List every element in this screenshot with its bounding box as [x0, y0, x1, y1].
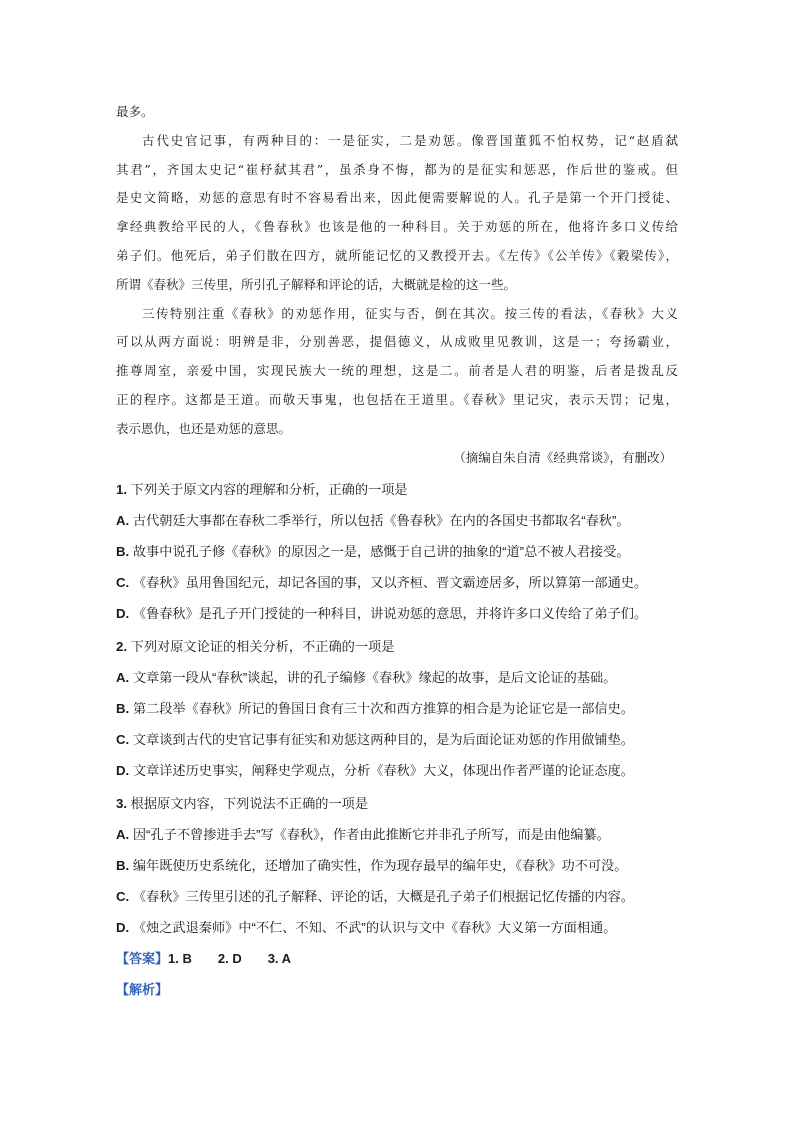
question-3	[116, 788, 678, 943]
passage-line: 推尊周室，亲爱中国，实现民族大一统的理想，这是二。前者是人君的明鉴，后者是拨乱反	[116, 363, 678, 379]
option-text: 故事中说孔子修《春秋》的原因之一是，感慨于自己讲的抽象的“道”总不被人君接受。	[132, 544, 630, 560]
option-text: 《烛之武退秦师》中“不仁、不知、不武”的认识与文中《春秋》大义第一方面相通。	[132, 920, 617, 936]
answer-item: 2. D	[217, 951, 242, 967]
analysis-section	[116, 974, 678, 1005]
question-stem	[116, 788, 678, 819]
question-stem	[116, 474, 678, 505]
option-d	[116, 598, 678, 629]
option-text: 《春秋》三传里引述的孔子解释、评论的话，大概是孔子弟子们根据记忆传播的内容。	[132, 889, 634, 905]
passage-line: 正的程序。这都是王道。而敬天事鬼，也包括在王道里。《春秋》里记灾，表示天罚；记鬼，	[116, 391, 678, 407]
option-letter: D.	[116, 606, 130, 622]
answer-section	[116, 943, 678, 974]
option-d	[116, 912, 678, 943]
option-letter: B.	[116, 701, 130, 717]
question-1	[116, 474, 678, 629]
option-b	[116, 850, 678, 881]
option-a	[116, 819, 678, 850]
option-letter: C.	[116, 889, 130, 905]
passage-line: 最多。	[116, 104, 154, 119]
option-text: 因“孔子不曾掺进手去”写《春秋》，作者由此推断它并非孔子所写，而是由他编纂。	[132, 827, 610, 843]
option-a	[116, 505, 678, 536]
answer-tag: 【答案】	[116, 951, 169, 967]
option-letter: D.	[116, 763, 130, 779]
option-d	[116, 755, 678, 786]
answer-item: 3. A	[267, 951, 292, 967]
question-text: 下列关于原文内容的理解和分析，正确的一项是	[130, 482, 408, 498]
passage-line: 表示恩仇，也还是劝惩的意思。	[116, 420, 292, 436]
passage-line: 拿经典教给平民的人，《鲁春秋》也该是他的一种科目。关于劝惩的所在，他将许多口义传给	[116, 219, 678, 235]
option-letter: C.	[116, 575, 130, 591]
option-text: 文章第一段从“春秋”谈起，讲的孔子编修《春秋》缘起的故事，是后文论证的基础。	[132, 670, 617, 686]
question-text: 下列对原文论证的相关分析，不正确的一项是	[130, 639, 395, 655]
option-b	[116, 693, 678, 724]
passage-line: 其君”，齐国太史记“崔杼弑其君”，虽杀身不悔，都为的是征实和惩恶，作后世的鉴戒。但	[116, 161, 678, 177]
option-text: 编年既使历史系统化，还增加了确实性，作为现存最早的编年史，《春秋》功不可没。	[132, 858, 628, 874]
question-2	[116, 631, 678, 786]
option-letter: A.	[116, 513, 130, 529]
question-stem	[116, 631, 678, 662]
analysis-tag: 【解析】	[116, 982, 169, 998]
option-text: 《春秋》虽用鲁国纪元，却记各国的事，又以齐桓、晋文霸迹居多，所以算第一部通史。	[132, 575, 648, 591]
option-text: 文章谈到古代的史官记事有征实和劝惩这两种目的，是为后面论证劝惩的作用做铺垫。	[132, 732, 634, 748]
passage-line: 弟子们。他死后，弟子们散在四方，就所能记忆的又教授开去。《左传》《公羊传》《穀梁传》，	[116, 247, 678, 263]
passage	[116, 98, 678, 472]
question-text: 根据原文内容，下列说法不正确的一项是	[130, 796, 369, 812]
option-letter: A.	[116, 827, 130, 843]
answer-item: 1. B	[168, 951, 192, 967]
option-text: 文章详述历史事实，阐释史学观点，分析《春秋》大义，体现出作者严谨的论证态度。	[132, 763, 634, 779]
option-c	[116, 724, 678, 755]
question-number: 1.	[116, 482, 127, 498]
option-text: 《鲁春秋》是孔子开门授徒的一种科目，讲说劝惩的意思，并将许多口义传给了弟子们。	[132, 606, 648, 622]
document-page	[116, 98, 678, 1005]
passage-line: 三传特别注重《春秋》的劝惩作用，征实与否，倒在其次。按三传的看法，《春秋》大义	[142, 305, 678, 321]
option-c	[116, 881, 678, 912]
question-number: 2.	[116, 639, 127, 655]
option-b	[116, 536, 678, 567]
option-letter: A.	[116, 670, 130, 686]
option-text: 第二段举《春秋》所记的鲁国日食有三十次和西方推算的相合是为论证它是一部信史。	[132, 701, 634, 717]
option-text: 古代朝廷大事都在春秋二季举行，所以包括《鲁春秋》在内的各国史书都取名“春秋”。	[132, 513, 630, 529]
passage-line: 古代史官记事，有两种目的：一是征实，二是劝惩。像晋国董狐不怕权势，记“赵盾弑	[142, 132, 678, 148]
passage-line: 可以从两方面说：明辨是非，分别善恶，提倡德义，从成败里见教训，这是一；夸扬霸业，	[116, 334, 678, 350]
passage-source: （摘编自朱自清《经典常谈》，有删改）	[453, 449, 672, 465]
option-letter: B.	[116, 858, 130, 874]
passage-line: 所谓《春秋》三传里，所引孔子解释和评论的话，大概就是检的这一些。	[116, 276, 517, 292]
option-letter: B.	[116, 544, 130, 560]
passage-line: 是史文简略，劝惩的意思有时不容易看出来，因此便需要解说的人。孔子是第一个开门授徒、	[116, 190, 678, 206]
option-letter: C.	[116, 732, 130, 748]
option-a	[116, 662, 678, 693]
option-letter: D.	[116, 920, 130, 936]
question-number: 3.	[116, 796, 127, 812]
option-c	[116, 567, 678, 598]
